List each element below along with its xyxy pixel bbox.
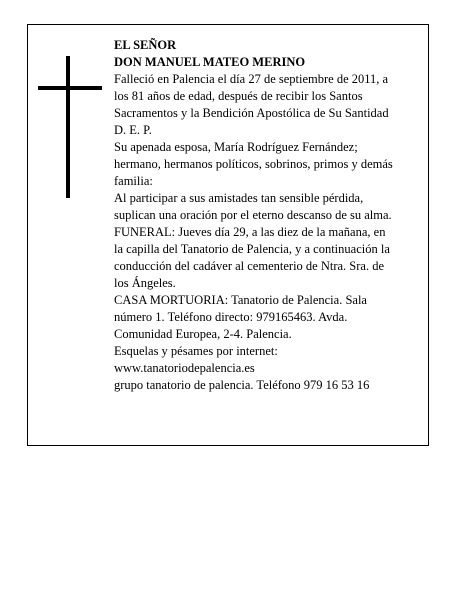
obituary-line: D. E. P.	[114, 123, 152, 137]
obituary-line: www.tanatoriodepalencia.es	[114, 361, 255, 375]
obituary-line: Falleció en Palencia el día 27 de septiembre de 2011, a	[114, 72, 389, 86]
obituary-line: Esquelas y pésames por internet:	[114, 344, 278, 358]
obituary-line: los Ángeles.	[114, 276, 176, 290]
latin-cross-icon	[38, 56, 102, 198]
obituary-line: suplican una oración por el eterno descanso de su alma.	[114, 208, 392, 222]
obituary-line: FUNERAL: Jueves día 29, a las diez de la mañana, en	[114, 225, 386, 239]
obituary-line: grupo tanatorio de palencia. Teléfono 979 16 53 16	[114, 378, 370, 392]
obituary-line: conducción del cadáver al cementerio de Ntra. Sra. de	[114, 259, 385, 273]
obituary-text-block	[114, 37, 430, 394]
obituary-line: Su apenada esposa, María Rodríguez Fernández;	[114, 140, 358, 154]
obituary-line: familia:	[114, 174, 153, 188]
obituary-line: número 1. Teléfono directo: 979165463. Avda.	[114, 310, 348, 324]
cross-vertical-bar	[66, 56, 70, 198]
obituary-line: Comunidad Europea, 2-4. Palencia.	[114, 327, 292, 341]
cross-horizontal-bar	[38, 86, 102, 90]
obituary-line: Al participar a sus amistades tan sensible pérdida,	[114, 191, 364, 205]
obituary-line: la capilla del Tanatorio de Palencia, y a continuación la	[114, 242, 390, 256]
obituary-line: Sacramentos y la Bendición Apostólica de Su Santidad	[114, 106, 389, 120]
obituary-line: hermano, hermanos políticos, sobrinos, primos y demás	[114, 157, 393, 171]
obituary-line: EL SEÑOR	[114, 38, 177, 52]
obituary-line: DON MANUEL MATEO MERINO	[114, 55, 306, 69]
obituary-line: CASA MORTUORIA: Tanatorio de Palencia. Sala	[114, 293, 367, 307]
obituary-line: los 81 años de edad, después de recibir los Santos	[114, 89, 363, 103]
